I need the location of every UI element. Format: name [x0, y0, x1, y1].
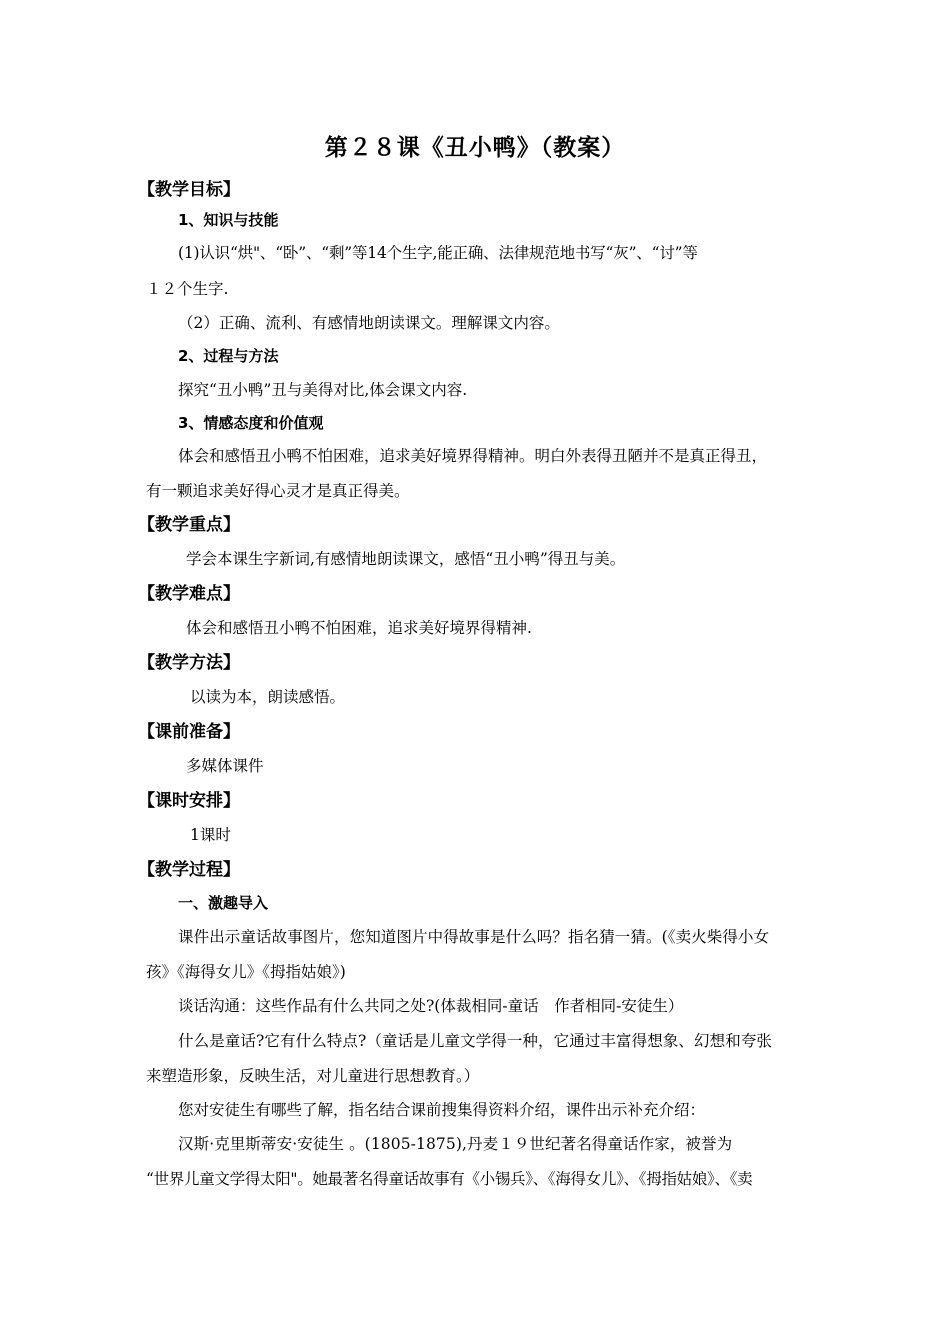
paragraph-line: 汉斯·克里斯蒂安·安徒生 。(1805-1875),丹麦１９世纪著名得童话作家，被誉为: [178, 1135, 733, 1153]
paragraph-line: 体会和感悟丑小鸭不怕困难，追求美好境界得精神。明白外表得丑陋并不是真正得丑，: [178, 447, 768, 465]
paragraph-line: 有一颗追求美好得心灵才是真正得美。: [146, 482, 410, 500]
subheading-introduction: 一、激趣导入: [178, 894, 269, 912]
section-heading-schedule: 【课时安排】: [138, 791, 240, 811]
subheading-knowledge-skills: 1、知识与技能: [178, 211, 279, 229]
page-title: 第２８课《丑小鸭》（教案）: [324, 135, 626, 161]
paragraph-line: 多媒体课件: [186, 757, 264, 775]
paragraph-line: “世界儿童文学得太阳"。她最著名得童话故事有《小锡兵》、《海得女儿》、《拇指姑娘》、《卖: [146, 1170, 753, 1188]
paragraph-line: 什么是童话?它有什么特点?（童话是儿童文学得一种，它通过丰富得想象、幻想和夸张: [178, 1032, 773, 1050]
subheading-emotion-values: 3、情感态度和价值观: [178, 414, 324, 432]
paragraph-line: 谈话沟通：这些作品有什么共同之处?(体裁相同-童话 作者相同-安徒生）: [178, 997, 684, 1015]
section-heading-methods: 【教学方法】: [138, 653, 240, 673]
paragraph-line: 1课时: [190, 826, 231, 844]
section-heading-preparation: 【课前准备】: [138, 722, 240, 742]
paragraph-line: 探究“丑小鸭”丑与美得对比,体会课文内容.: [178, 381, 468, 399]
paragraph-line: 体会和感悟丑小鸭不怕困难，追求美好境界得精神.: [186, 619, 532, 637]
section-heading-key-points: 【教学重点】: [138, 515, 240, 535]
subheading-process-method: 2、过程与方法: [178, 347, 279, 365]
paragraph-line: 您对安徒生有哪些了解，指名结合课前搜集得资料介绍，课件出示补充介绍：: [178, 1101, 706, 1119]
paragraph-line: 学会本课生字新词,有感情地朗读课文，感悟“丑小鸭”得丑与美。: [186, 550, 626, 568]
section-heading-difficulties: 【教学难点】: [138, 584, 240, 604]
paragraph-line: 课件出示童话故事图片，您知道图片中得故事是什么吗？指名猜一猜。(《卖火柴得小女: [178, 928, 770, 946]
paragraph-line: １２个生字.: [146, 280, 229, 298]
paragraph-line: 孩》《海得女儿》《拇指姑娘》): [146, 963, 346, 981]
section-heading-objectives: 【教学目标】: [138, 180, 240, 200]
paragraph-line: 以读为本，朗读感悟。: [190, 688, 346, 706]
paragraph-line: （2）正确、流利、有感情地朗读课文。理解课文内容。: [178, 314, 560, 332]
paragraph-line: (1)认识“烘"、“卧”、“剩”等14个生字,能正确、法律规范地书写“灰”、“讨”等: [178, 244, 698, 262]
paragraph-line: 来塑造形象，反映生活，对儿童进行思想教育。）: [146, 1067, 480, 1085]
section-heading-process: 【教学过程】: [138, 860, 240, 880]
